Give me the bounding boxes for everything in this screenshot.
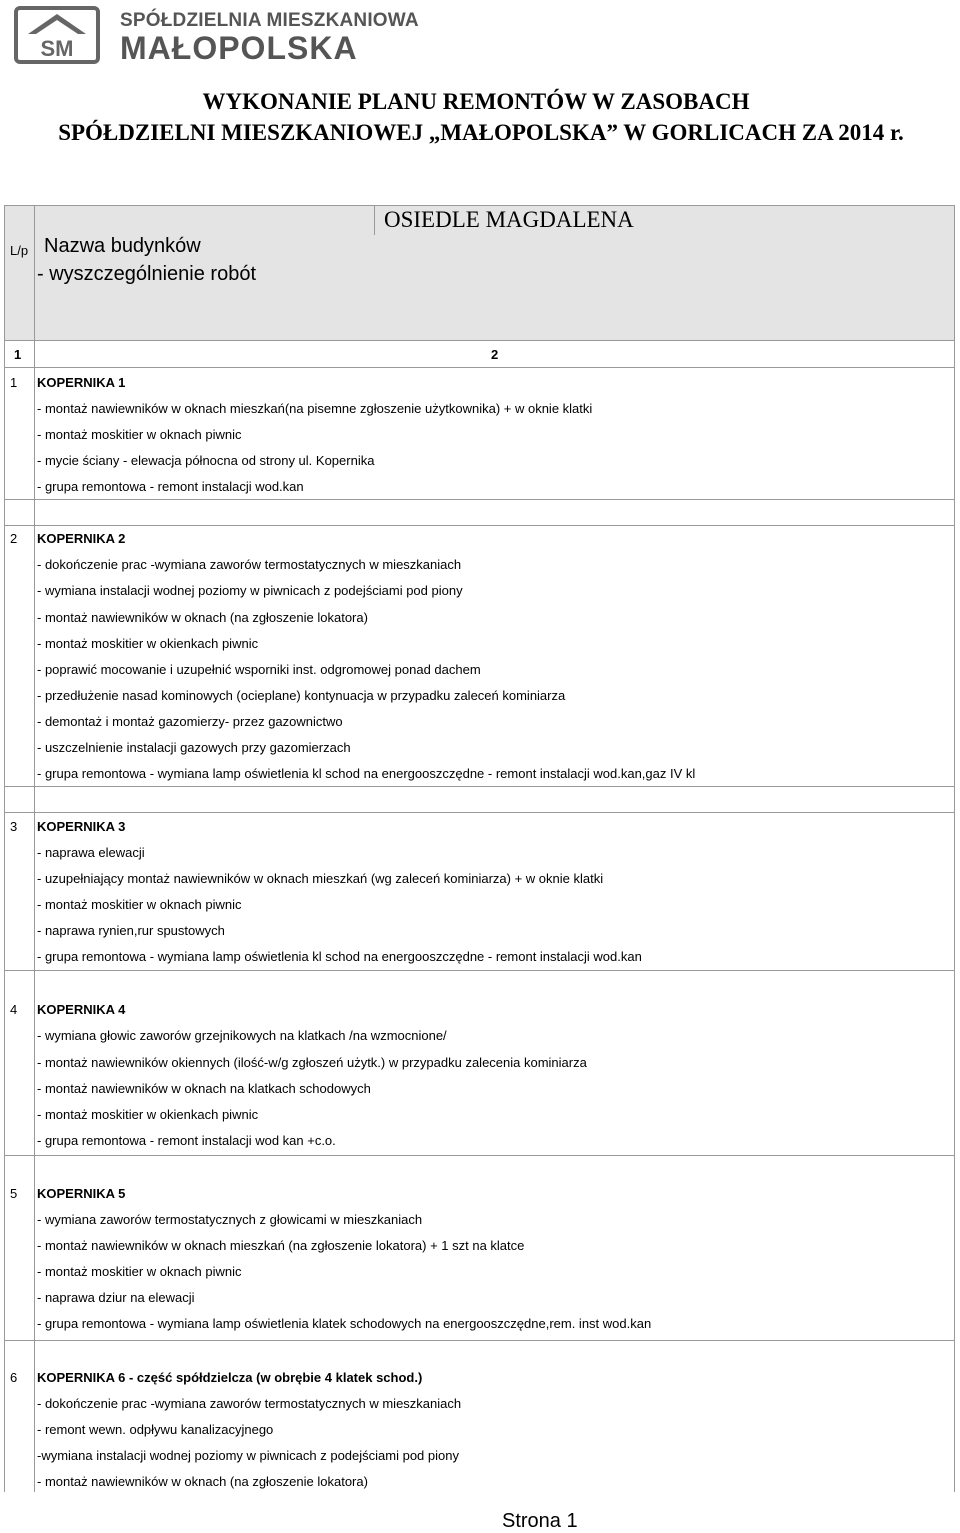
- row-number: 2: [10, 531, 18, 546]
- building-title: KOPERNIKA 4: [37, 1002, 126, 1017]
- work-item: - montaż moskitier w okienkach piwnic: [37, 1107, 259, 1122]
- document-title-line1: WYKONANIE PLANU REMONTÓW W ZASOBACH: [202, 89, 750, 114]
- header-osiedle: OSIEDLE MAGDALENA: [384, 207, 634, 232]
- work-item: - montaż nawiewników w oknach (na zgłoszenie lokatora): [37, 1474, 368, 1489]
- building-title: KOPERNIKA 1: [37, 375, 126, 390]
- work-item: - przedłużenie nasad kominowych (ocieplane) kontynuacja w przypadku zaleceń kominiarza: [37, 688, 566, 703]
- work-item: - naprawa dziur na elewacji: [37, 1290, 195, 1305]
- work-item: - naprawa rynien,rur spustowych: [37, 923, 225, 938]
- row-number: 6: [10, 1370, 18, 1385]
- row-number: 1: [10, 375, 18, 390]
- header-nazwa-line1: Nazwa budynków: [44, 235, 201, 257]
- sm-logo-icon: [14, 6, 100, 64]
- work-item: - montaż nawiewników w oknach (na zgłoszenie lokatora): [37, 610, 368, 625]
- work-item: - grupa remontowa - wymiana lamp oświetlenia kl schod na energooszczędne - remont instalacji wod.kan: [37, 949, 642, 964]
- row-number: 4: [10, 1002, 18, 1017]
- svg-text:SM: SM: [40, 36, 74, 61]
- work-item: - wymiana instalacji wodnej poziomy w piwnicach z podejściami pod piony: [37, 583, 463, 598]
- work-item: - montaż nawiewników w oknach mieszkań (na zgłoszenie lokatora) + 1 szt na klatce: [37, 1238, 525, 1253]
- logo-text-line1: SPÓŁDZIELNIA MIESZKANIOWA: [120, 10, 419, 31]
- work-item: - montaż moskitier w okienkach piwnic: [37, 636, 259, 651]
- header-col2-number: 2: [491, 347, 499, 362]
- work-item: - grupa remontowa - remont instalacji wod kan +c.o.: [37, 1133, 336, 1148]
- header-col1-number: 1: [14, 347, 22, 362]
- row-number: 5: [10, 1186, 18, 1201]
- work-item: - montaż nawiewników w oknach mieszkań(na pisemne zgłoszenie użytkownika) + w oknie klatki: [37, 401, 593, 416]
- work-item: - poprawić mocowanie i uzupełnić wsporniki inst. odgromowej ponad dachem: [37, 662, 481, 677]
- logo-text-line2: MAŁOPOLSKA: [120, 30, 358, 66]
- work-item: -wymiana instalacji wodnej poziomy w piwnicach z podejściami pod piony: [37, 1448, 459, 1463]
- work-item: - mycie ściany - elewacja północna od strony ul. Kopernika: [37, 453, 375, 468]
- work-item: - naprawa elewacji: [37, 845, 145, 860]
- work-item: - grupa remontowa - remont instalacji wod.kan: [37, 479, 304, 494]
- work-item: - montaż nawiewników okiennych (ilość-w/g zgłoszeń użytk.) w przypadku zalecenia kominiarza: [37, 1055, 587, 1070]
- document-title-line2: SPÓŁDZIELNI MIESZKANIOWEJ „MAŁOPOLSKA” W GORLICACH ZA 2014 r.: [58, 120, 904, 145]
- work-item: - montaż moskitier w oknach piwnic: [37, 1264, 242, 1279]
- building-title: KOPERNIKA 3: [37, 819, 126, 834]
- work-item: - wymiana głowic zaworów grzejnikowych na klatkach /na wzmocnione/: [37, 1028, 447, 1043]
- row-number: 3: [10, 819, 18, 834]
- header-lp: L/p: [10, 243, 29, 258]
- header-nazwa-line2: - wyszczególnienie robót: [37, 263, 256, 285]
- work-item: - montaż moskitier w oknach piwnic: [37, 897, 242, 912]
- building-title: KOPERNIKA 5: [37, 1186, 126, 1201]
- work-item: - dokończenie prac -wymiana zaworów termostatycznych w mieszkaniach: [37, 1396, 462, 1411]
- work-item: - wymiana zaworów termostatycznych z głowicami w mieszkaniach: [37, 1212, 423, 1227]
- work-item: - demontaż i montaż gazomierzy- przez gazownictwo: [37, 714, 343, 729]
- work-item: - uszczelnienie instalacji gazowych przy gazomierzach: [37, 740, 351, 755]
- page-number: Strona 1: [502, 1510, 578, 1532]
- work-item: - remont wewn. odpływu kanalizacyjnego: [37, 1422, 274, 1437]
- building-title: KOPERNIKA 6 - część spółdzielcza (w obrębie 4 klatek schod.): [37, 1370, 423, 1385]
- renovation-table: [4, 205, 955, 1492]
- company-logo: [14, 6, 434, 66]
- work-item: - grupa remontowa - wymiana lamp oświetlenia kl schod na energooszczędne - remont instalacji wod.kan,gaz IV kl: [37, 766, 696, 781]
- work-item: - montaż nawiewników w oknach na klatkach schodowych: [37, 1081, 371, 1096]
- work-item: - grupa remontowa - wymiana lamp oświetlenia klatek schodowych na energooszczędne,rem. inst wod.kan: [37, 1316, 652, 1331]
- work-item: - uzupełniający montaż nawiewników w oknach mieszkań (wg zaleceń kominiarza) + w oknie klatki: [37, 871, 604, 886]
- work-item: - montaż moskitier w oknach piwnic: [37, 427, 242, 442]
- building-title: KOPERNIKA 2: [37, 531, 126, 546]
- work-item: - dokończenie prac -wymiana zaworów termostatycznych w mieszkaniach: [37, 557, 462, 572]
